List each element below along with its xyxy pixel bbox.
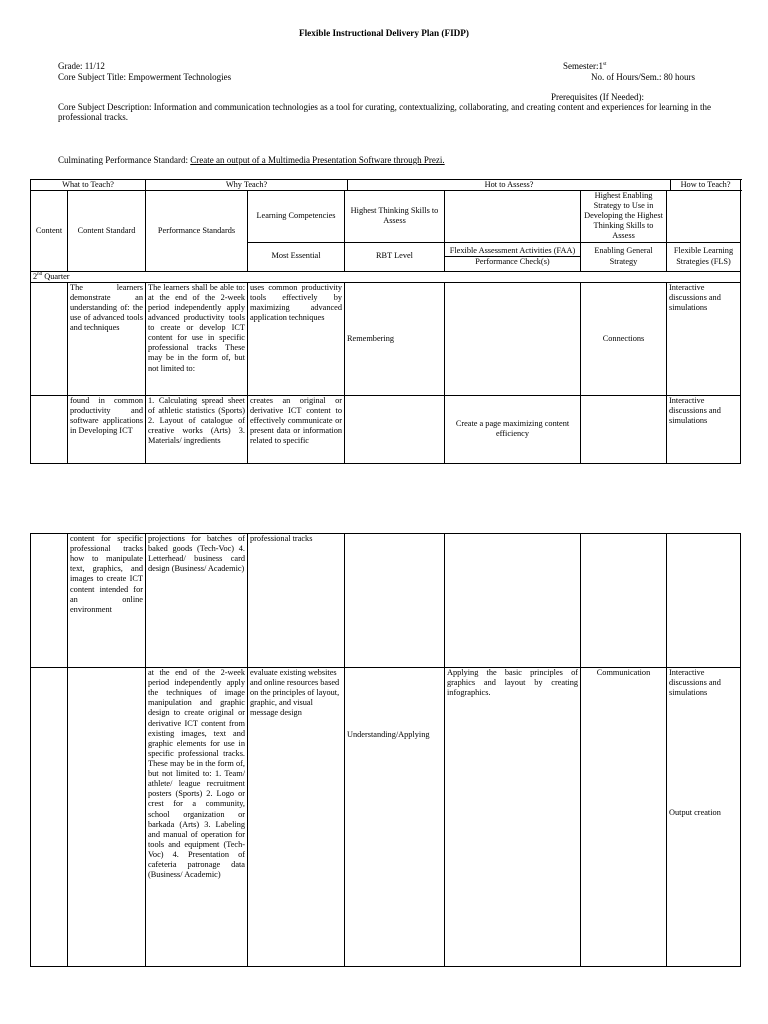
row1-fls: Interactive discussions and simulations: [667, 282, 741, 395]
row3-competency: professional tracks: [248, 534, 345, 668]
subject-description: Core Subject Description: Information and communication technologies as a tool for curating, contextualizing, collaborating, and creating content and experiences for learning in the professional tracks.: [58, 102, 712, 123]
group-assess: Hot to Assess?: [348, 180, 671, 191]
row3-fls: [667, 534, 741, 668]
row4-fls-text: Interactive discussions and simulations: [669, 668, 721, 698]
header-rbt-level: RBT Level: [345, 242, 445, 271]
row4-faa: Applying the basic principles of graphics and layout by creating infographics.: [445, 668, 581, 967]
grade-label: Grade: 11/12: [58, 61, 105, 71]
header-highest-enabling: Highest Enabling Strategy to Use in Developing the Highest Thinking Skills to Assess: [581, 191, 667, 243]
document-title: Flexible Instructional Delivery Plan (FIDP): [299, 28, 469, 38]
row2-fls: Interactive discussions and simulations: [667, 395, 741, 463]
row3-rbt: [345, 534, 445, 668]
row3-faa: [445, 534, 581, 668]
header-content: Content: [31, 191, 68, 272]
header-most-essential: Most Essential: [248, 242, 345, 271]
row1-performance-standards: The learners shall be able to: at the end of the 2-week period independently apply advanced productivity tools to create or develop ICT content for use in specific professional tracks These may be in the form of, but not limited to:: [146, 282, 248, 395]
culminating-standard: Culminating Performance Standard: Create an output of a Multimedia Presentation Software through Prezi.: [58, 155, 445, 165]
row4-rbt: Understanding/Applying: [345, 668, 445, 967]
row1-competency: uses common productivity tools effectively by maximizing advanced application techniques: [248, 282, 345, 395]
row1-content: [31, 282, 68, 395]
header-faa-blank: [445, 191, 581, 243]
row3-performance-standards: projections for batches of baked goods (Tech-Voc) 4. Letterhead/ business card design (Business/ Academic): [146, 534, 248, 668]
row3-strategy: [581, 534, 667, 668]
row3-content: [31, 534, 68, 668]
row2-rbt: [345, 395, 445, 463]
header-performance-standards: Performance Standards: [146, 191, 248, 272]
row4-content: [31, 668, 68, 967]
row2-content: [31, 395, 68, 463]
header-faa-label: Flexible Assessment Activities (FAA): [449, 245, 576, 255]
row2-competency: creates an original or derivative ICT content to effectively communicate or present data or information related to specific: [248, 395, 345, 463]
hours-label: No. of Hours/Sem.: 80 hours: [591, 72, 695, 82]
row2-performance-standards: 1. Calculating spread sheet of athletic statistics (Sports) 2. Layout of catalogue of creative works (Arts) 3. Materials/ ingredients: [146, 395, 248, 463]
row2-faa: Create a page maximizing content efficiency: [445, 395, 581, 463]
row4-content-standard: [68, 668, 146, 967]
prerequisites-label: Prerequisites (If Needed):: [551, 92, 644, 102]
row4-competency: evaluate existing websites and online resources based on the principles of layout, graphic, and visual message design: [248, 668, 345, 967]
fidp-table-continued: [30, 533, 741, 967]
subject-title: Core Subject Title: Empowerment Technologies: [58, 72, 232, 82]
row2-strategy: [581, 395, 667, 463]
row3-content-standard: content for specific professional tracks how to manipulate text, graphics, and images to create ICT content intended for an online environment: [68, 534, 146, 668]
row4-fls-output: Output creation: [669, 808, 721, 818]
row4-performance-standards: at the end of the 2-week period independently apply the techniques of image manipulation and graphic design to create original or derivative ICT content from existing images, text and graphic elements for use in specific professional tracks. These may be in the form of, but not limited to: 1. Team/ athlete/ league recruitment posters (Sports) 2. Logo or crest for a community, school organization or barkada (Arts) 3. Labeling and manual of operation for tools and equipment (Tech-Voc) 4. Presentation of cafeteria patronage data (Business/ Academic): [146, 668, 248, 967]
header-faa: [445, 242, 581, 271]
group-how: How to Teach?: [671, 180, 741, 191]
row1-rbt: Remembering: [345, 282, 445, 395]
row1-faa: [445, 282, 581, 395]
row2-content-standard: found in common productivity and software applications in Developing ICT: [68, 395, 146, 463]
header-content-standard: Content Standard: [68, 191, 146, 272]
group-why: Why Teach?: [146, 180, 348, 191]
group-what: What to Teach?: [31, 180, 146, 191]
culminating-standard-value: Create an output of a Multimedia Presentation Software through Prezi.: [190, 155, 445, 165]
header-fls: Flexible Learning Strategies (FLS): [667, 242, 741, 271]
header-performance-checks: Performance Check(s): [445, 256, 580, 267]
header-highest-thinking: Highest Thinking Skills to Assess: [345, 191, 445, 243]
row4-strategy: Communication: [581, 668, 667, 967]
header-fls-blank: [667, 191, 741, 243]
header-enabling-general: Enabling General Strategy: [581, 242, 667, 271]
fidp-table-header: [30, 190, 741, 464]
header-learning-competencies: Learning Competencies: [248, 191, 345, 243]
quarter-label: 2nd Quarter: [31, 271, 741, 282]
row1-content-standard: The learners demonstrate an understanding of: the use of advanced tools and techniques: [68, 282, 146, 395]
row4-fls: [667, 668, 741, 967]
row1-strategy: Connections: [581, 282, 667, 395]
semester-label: Semester:1st: [563, 61, 607, 71]
